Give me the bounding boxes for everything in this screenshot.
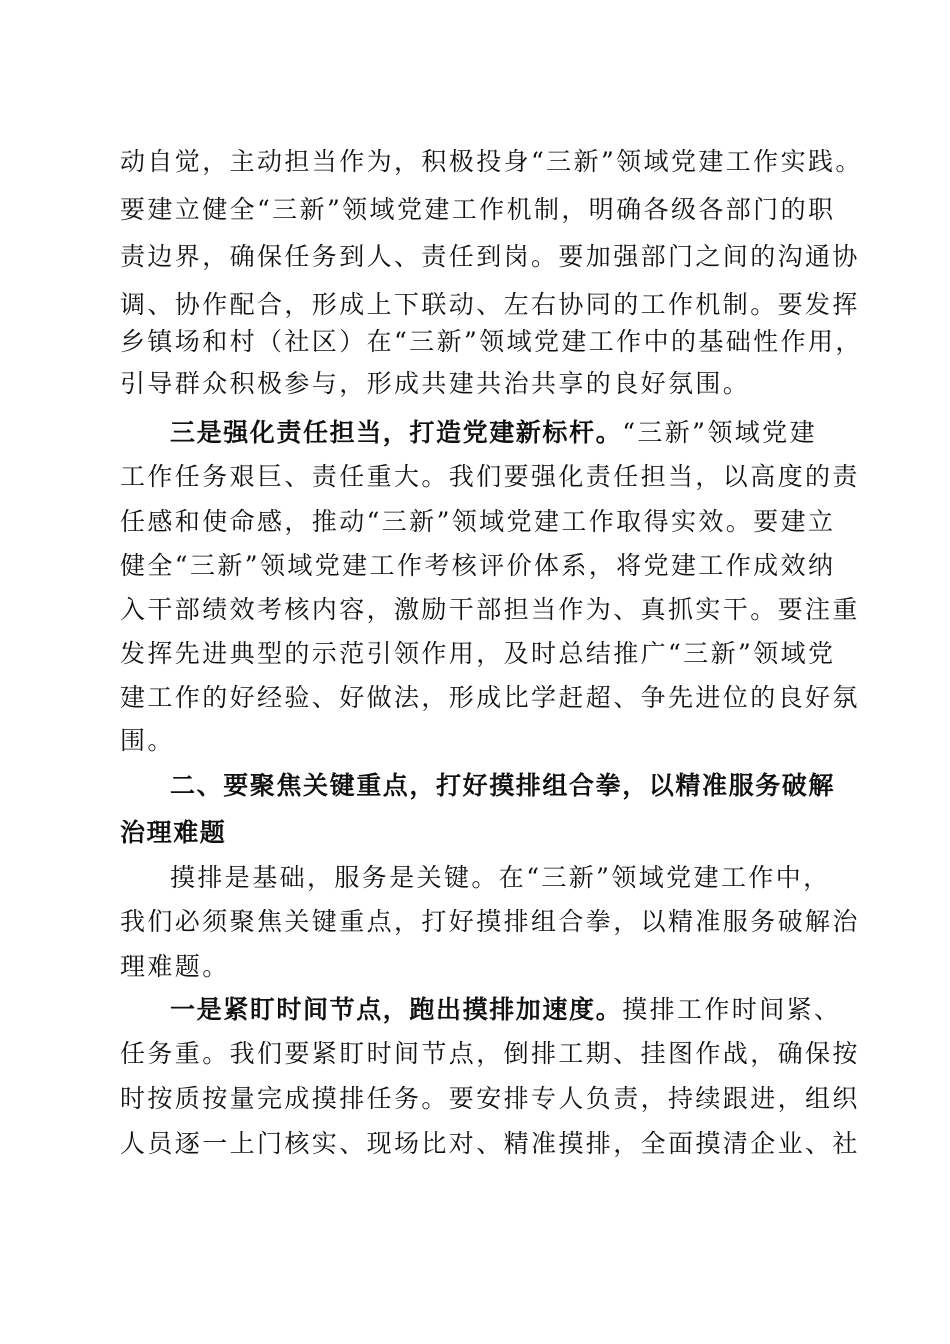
paragraph-1-line-3: 责边界，确保任务到人、责任到岗。要加强部门之间的沟通协 (120, 242, 860, 271)
paragraph-4-line-1 (170, 992, 841, 1028)
paragraph-2-line-1 (170, 415, 817, 451)
paragraph-3-line-1: 摸排是基础，服务是关键。在“三新”领域党建工作中， (170, 863, 831, 892)
paragraph-1-line-2: 要建立健全“三新”领域党建工作机制，明确各级各部门的职 (120, 195, 836, 224)
paragraph-4-line-4: 人员逐一上门核实、现场比对、精准摸排，全面摸清企业、社 (120, 1129, 860, 1158)
paragraph-2-line-5: 入干部绩效考核内容，激励干部担当作为、真抓实干。要注重 (120, 595, 860, 624)
paragraph-2-first-line-rest: “三新”领域党建 (622, 418, 817, 447)
paragraph-2-line-7: 建工作的好经验、好做法，形成比学赶超、争先进位的良好氛 (120, 683, 860, 712)
paragraph-2-line-8: 围。 (120, 726, 175, 755)
paragraph-2-lead: 三是强化责任担当，打造党建新标杆。 (170, 418, 623, 447)
paragraph-2-line-2: 工作任务艰巨、责任重大。我们要强化责任担当，以高度的责 (120, 462, 860, 491)
paragraph-2-line-6: 发挥先进典型的示范引领作用，及时总结推广“三新”领域党 (120, 639, 836, 668)
section-heading-line-2: 治理难题 (120, 818, 227, 847)
paragraph-1-line-5: 乡镇场和村（社区）在“三新”领域党建工作中的基础性作用， (120, 327, 863, 356)
paragraph-4-line-2: 任务重。我们要紧盯时间节点，倒排工期、挂图作战，确保按 (120, 1039, 860, 1068)
paragraph-4-line-3: 时按质按量完成摸排任务。要安排专人负责，持续跟进，组织 (120, 1084, 860, 1113)
paragraph-3-line-2: 我们必须聚焦关键重点，打好摸排组合拳，以精准服务破解治 (120, 907, 860, 936)
paragraph-1-line-6: 引导群众积极参与，形成共建共治共享的良好氛围。 (120, 369, 751, 398)
paragraph-4-first-line-rest: 摸排工作时间紧、 (622, 995, 842, 1024)
paragraph-4-lead: 一是紧盯时间节点，跑出摸排加速度。 (170, 995, 623, 1024)
paragraph-2-line-3: 任感和使命感，推动“三新”领域党建工作取得实效。要建立 (120, 507, 836, 536)
section-heading-line-1: 二、要聚焦关键重点，打好摸排组合拳，以精准服务破解 (170, 771, 836, 800)
paragraph-3-line-3: 理难题。 (120, 952, 230, 981)
paragraph-1-line-4: 调、协作配合，形成上下联动、左右协同的工作机制。要发挥 (120, 290, 860, 319)
paragraph-2-line-4: 健全“三新”领域党建工作考核评价体系，将党建工作成效纳 (120, 551, 836, 580)
paragraph-1-line-1: 动自觉，主动担当作为，积极投身“三新”领域党建工作实践。 (120, 147, 863, 176)
